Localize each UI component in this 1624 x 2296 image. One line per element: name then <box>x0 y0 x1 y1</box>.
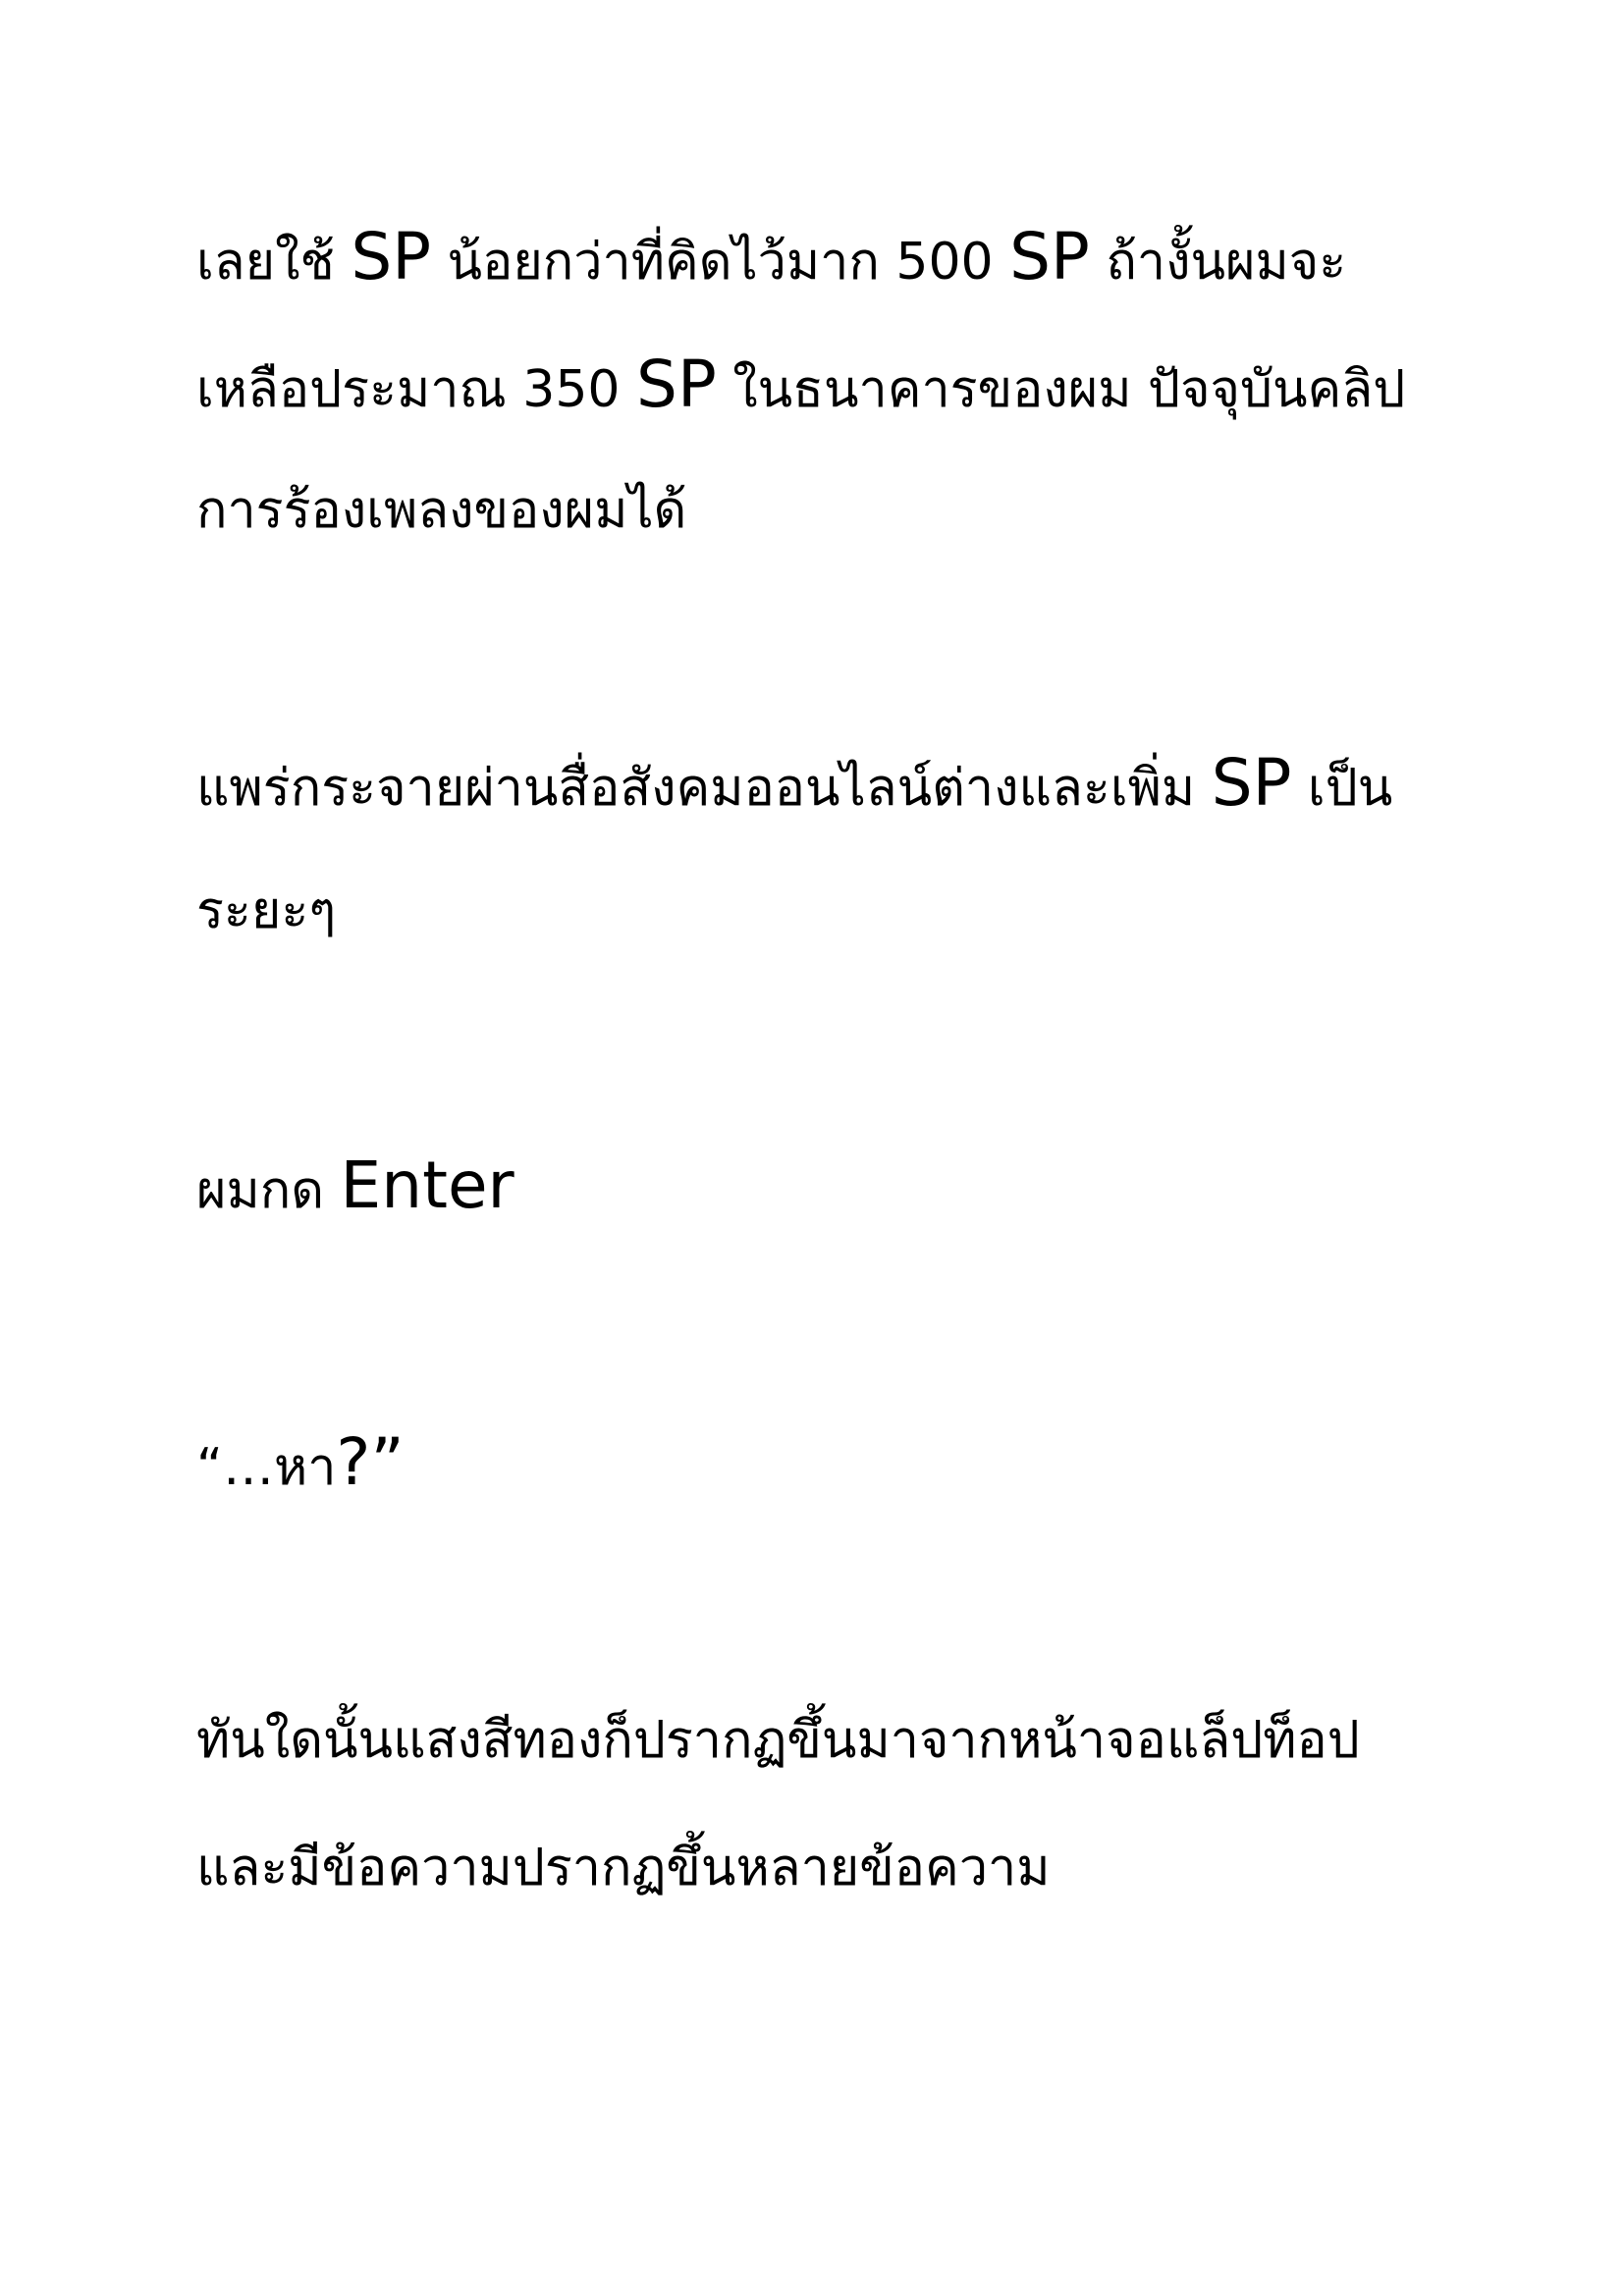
text-run: ระยะๆ <box>196 881 337 940</box>
text-run: “…หา <box>196 1438 337 1497</box>
text-line <box>196 872 1473 950</box>
text-run: SP <box>1009 219 1090 294</box>
text-run: เลยใช้ <box>196 233 352 292</box>
text-line <box>196 1701 1473 1780</box>
text-run: SP <box>636 347 717 422</box>
text-run: SP <box>1211 745 1292 821</box>
text-run: ถ้างั้นผมจะ <box>1089 233 1347 292</box>
text-line <box>196 1147 1473 1225</box>
text-run: ในธนาคารของผม ปัจจุบันคลิป <box>716 360 1406 419</box>
text-run: เป็น <box>1291 759 1393 818</box>
text-run: และมีข้อความปรากฏขึ้นหลายข้อความ <box>196 1839 1051 1897</box>
text-run: การร้องเพลงของผมได้ <box>196 481 687 540</box>
text-line <box>196 1423 1473 1502</box>
text-run: น้อยกว่าที่คิดไว้มาก 500 <box>431 233 1010 292</box>
text-line <box>196 346 1473 424</box>
text-run: ทันใดนั้นแสงสีทองก็ปรากฏขึ้นมาจากหน้าจอแล็ปท็อป <box>196 1711 1360 1770</box>
text-line <box>196 471 1473 550</box>
text-line <box>196 744 1473 823</box>
text-line <box>196 218 1473 296</box>
text-run: SP <box>351 219 432 294</box>
text-run: ผมกด <box>196 1161 341 1220</box>
text-line <box>196 1829 1473 1907</box>
text-run: Enter <box>340 1148 514 1223</box>
text-run: ?” <box>336 1424 405 1500</box>
text-run: เหลือประมาณ 350 <box>196 360 637 419</box>
text-run: แพร่กระจายผ่านสื่อสังคมออนไลน์ต่างและเพิ่ม <box>196 759 1212 818</box>
